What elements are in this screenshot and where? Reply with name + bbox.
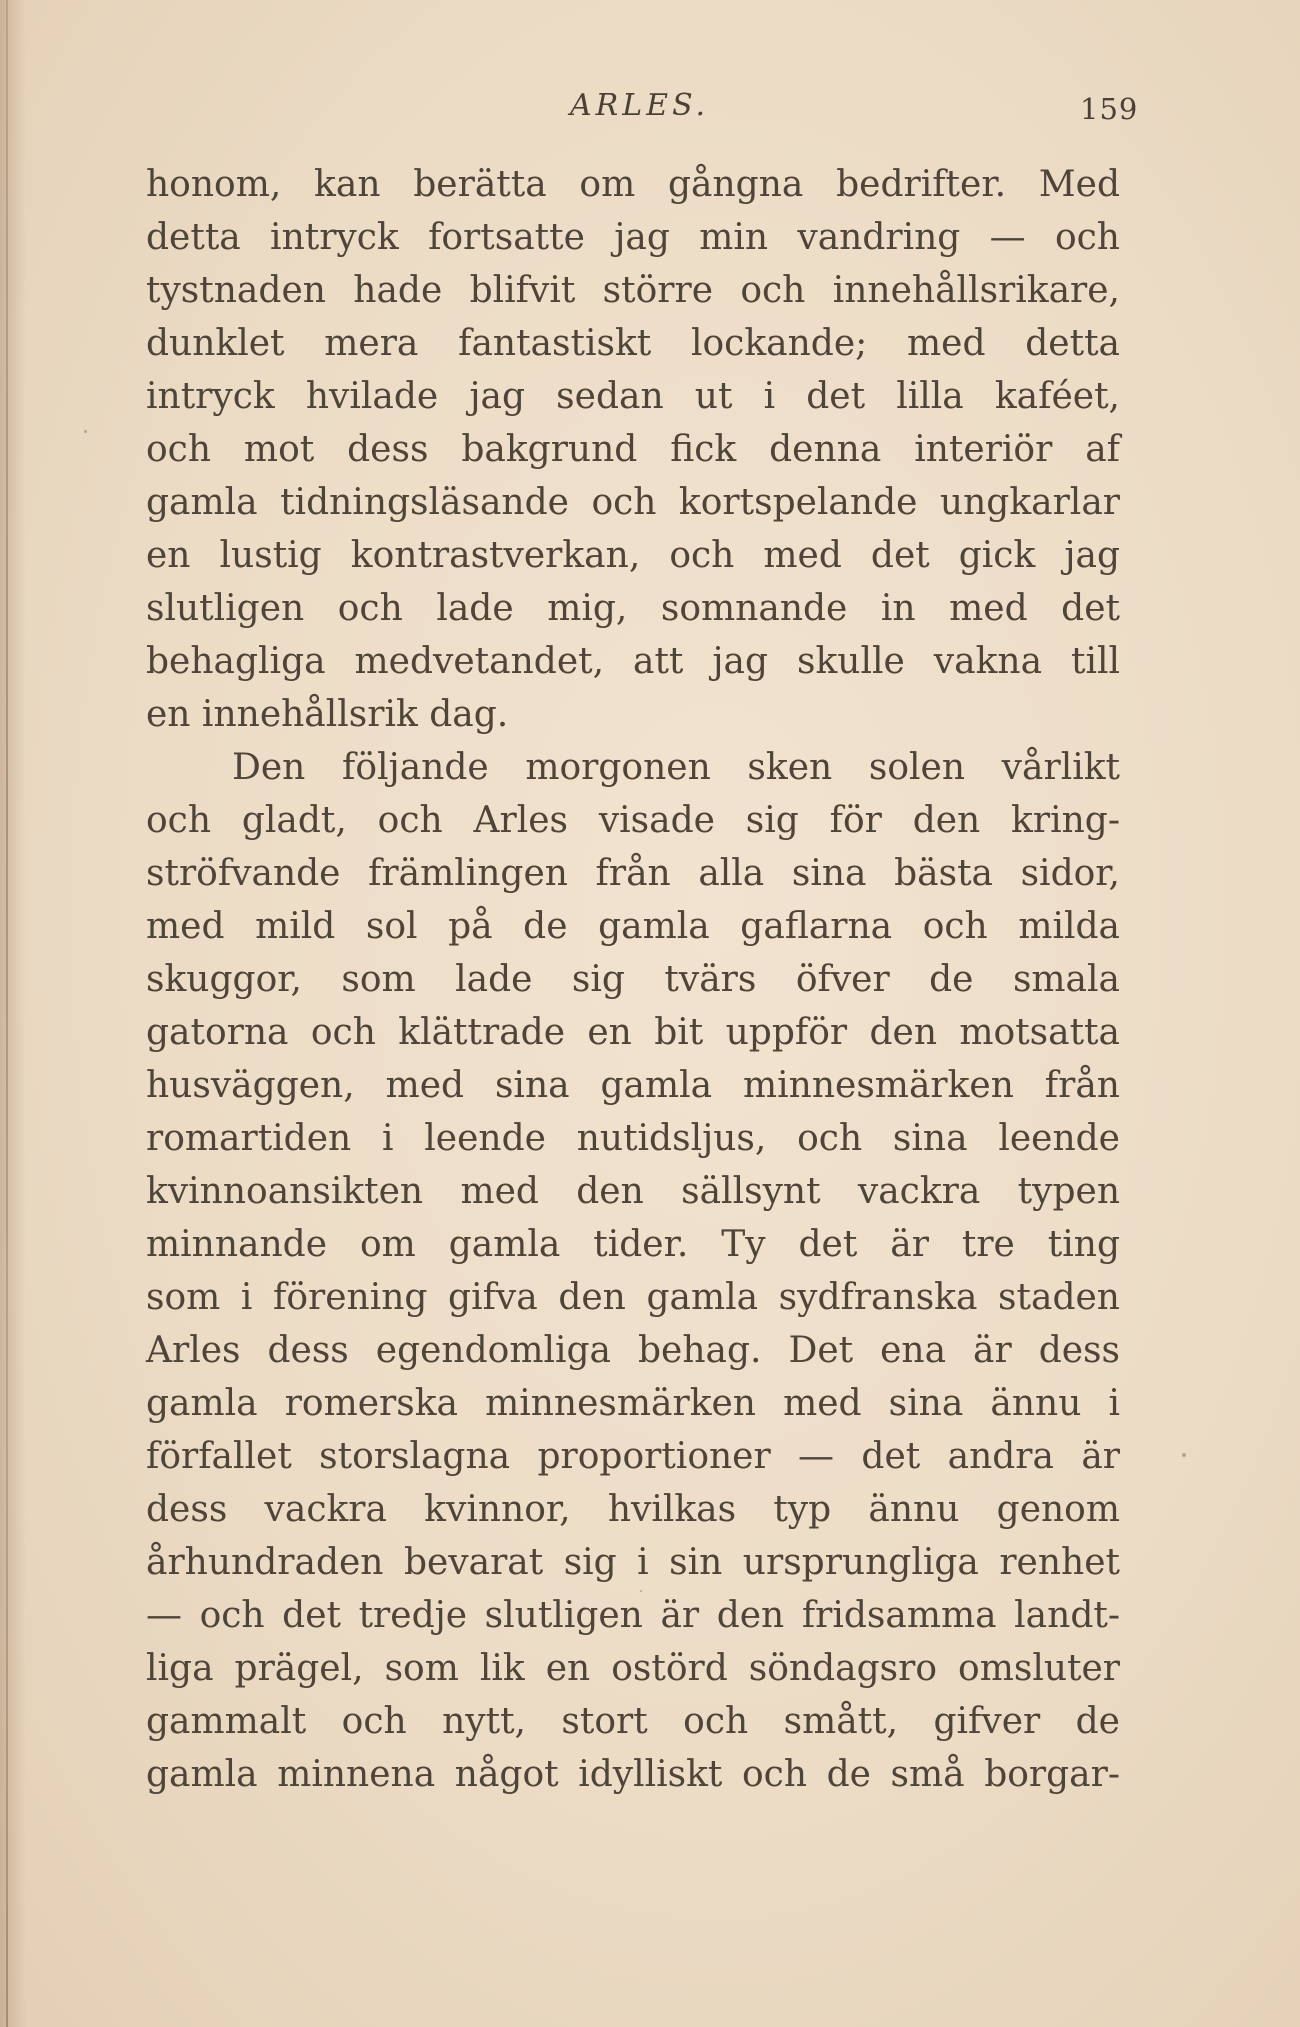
- text-line: med mild sol på de gamla gaflarna och milda: [146, 906, 1120, 947]
- text-line: århundraden bevarat sig i sin ursprungliga renhet: [146, 1542, 1120, 1583]
- text-line: gamla romerska minnesmärken med sina ännu i: [146, 1383, 1120, 1424]
- text-line: detta intryck fortsatte jag min vandring — och: [146, 217, 1120, 258]
- text-line: dunklet mera fantastiskt lockande; med detta: [146, 323, 1120, 364]
- paper-speck: [1182, 1453, 1186, 1457]
- text-line: romartiden i leende nutidsljus, och sina leende: [146, 1118, 1120, 1159]
- text-line: ströfvande främlingen från alla sina bästa sidor,: [146, 853, 1120, 894]
- page-number: 159: [1080, 92, 1139, 126]
- text-line: intryck hvilade jag sedan ut i det lilla kaféet,: [146, 376, 1120, 417]
- page-gutter-shadow: [0, 0, 26, 2027]
- page-edge-line: [6, 0, 8, 2027]
- text-line: som i förening gifva den gamla sydfranska staden: [146, 1277, 1120, 1318]
- text-line: gamla tidningsläsande och kortspelande ungkarlar: [146, 482, 1120, 523]
- text-line: en lustig kontrastverkan, och med det gick jag: [146, 535, 1120, 576]
- text-line: och mot dess bakgrund fick denna interiör af: [146, 429, 1120, 470]
- running-header: [0, 78, 1300, 128]
- body-text: [146, 158, 1120, 1801]
- text-line: liga prägel, som lik en ostörd söndagsro omsluter: [146, 1648, 1120, 1689]
- text-line: gammalt och nytt, stort och smått, gifver de: [146, 1701, 1120, 1742]
- running-title: ARLES.: [570, 88, 710, 123]
- text-line: Den följande morgonen sken solen vårlikt: [232, 747, 1120, 788]
- text-line: tystnaden hade blifvit större och innehållsrikare,: [146, 270, 1120, 311]
- paper-speck: [84, 430, 87, 433]
- text-line: — och det tredje slutligen är den fridsamma landt-: [146, 1595, 1120, 1636]
- text-line: skuggor, som lade sig tvärs öfver de smala: [146, 959, 1120, 1000]
- text-line: och gladt, och Arles visade sig för den kring-: [146, 800, 1120, 841]
- text-line: dess vackra kvinnor, hvilkas typ ännu genom: [146, 1489, 1120, 1530]
- text-line: gamla minnena något idylliskt och de små borgar-: [146, 1754, 1120, 1795]
- text-line: gatorna och klättrade en bit uppför den motsatta: [146, 1012, 1120, 1053]
- paper-speck: [640, 1590, 642, 1592]
- text-line: slutligen och lade mig, somnande in med det: [146, 588, 1120, 629]
- text-line: kvinnoansikten med den sällsynt vackra typen: [146, 1171, 1120, 1212]
- text-line: Arles dess egendomliga behag. Det ena är dess: [146, 1330, 1120, 1371]
- text-line: förfallet storslagna proportioner — det andra är: [146, 1436, 1120, 1477]
- text-line: en innehållsrik dag.: [146, 694, 509, 735]
- text-line: minnande om gamla tider. Ty det är tre ting: [146, 1224, 1120, 1265]
- text-line: honom, kan berätta om gångna bedrifter. Med: [146, 164, 1120, 205]
- text-line: behagliga medvetandet, att jag skulle vakna till: [146, 641, 1120, 682]
- text-line: husväggen, med sina gamla minnesmärken från: [146, 1065, 1120, 1106]
